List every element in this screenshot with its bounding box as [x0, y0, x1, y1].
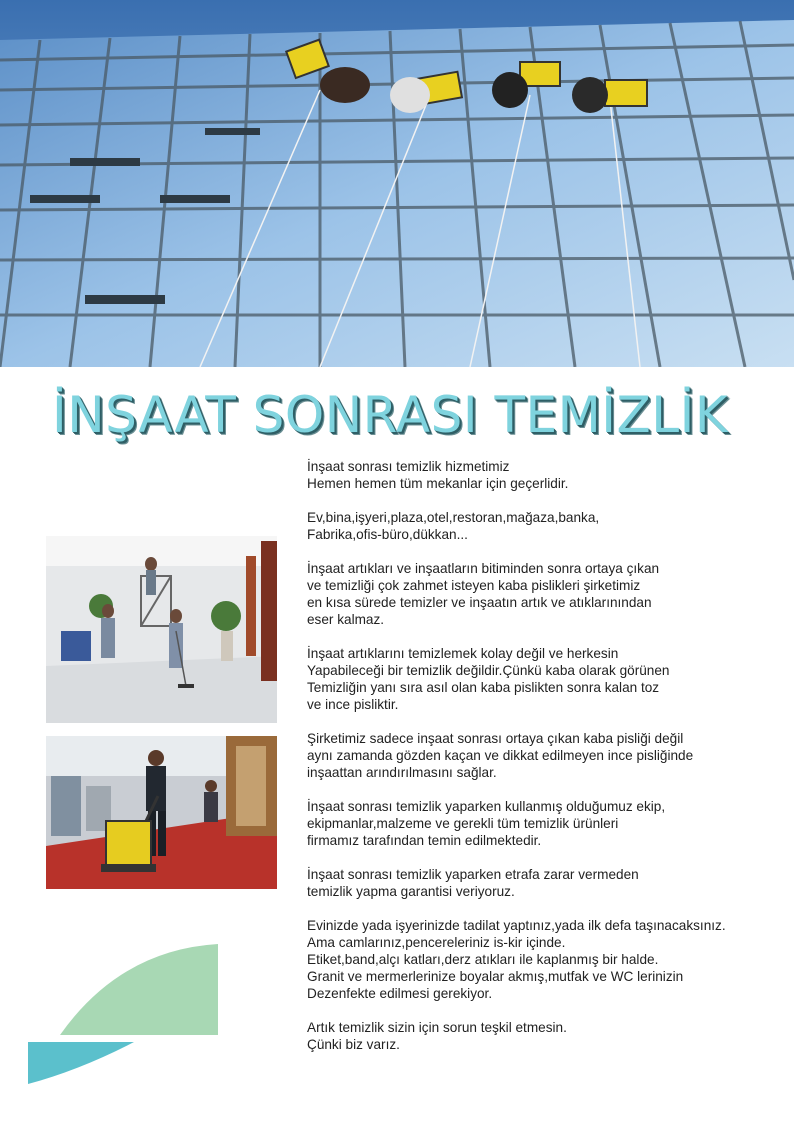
text-line: Ev,bina,işyeri,plaza,otel,restoran,mağaza,banka, [307, 510, 600, 525]
text-line: Şirketimiz sadece inşaat sonrası ortaya çıkan kaba pisliği değil [307, 731, 684, 746]
text-line: Artık temizlik sizin için sorun teşkil etmesin. [307, 1020, 567, 1035]
body-text [307, 458, 794, 1070]
text-line: ve ince pisliktir. [307, 697, 399, 712]
text-line: inşaattan arındırılmasını sağlar. [307, 765, 497, 780]
decorative-teal-curve [28, 1042, 134, 1084]
paragraph-intro [307, 458, 794, 492]
paragraph-closing [307, 1019, 794, 1053]
text-line: İnşaat artıkları ve inşaatların bitiminden sonra ortaya çıkan [307, 561, 660, 576]
text-line: Granit ve mermerlerinize boyalar akmış,mutfak ve WC lerinizin [307, 969, 684, 984]
text-line: İnşaat sonrası temizlik hizmetimiz [307, 459, 510, 474]
text-line: Etiket,band,alçı katları,derz atıkları ile kaplanmış bir halde. [307, 952, 659, 967]
text-line: en kısa sürede temizler ve inşaatın artık ve atıklarınından [307, 595, 652, 610]
paragraph-guarantee [307, 866, 794, 900]
photo-floor-scrubber [46, 736, 277, 889]
paragraph-company [307, 730, 794, 781]
paragraph-difficulty [307, 645, 794, 713]
photo-interior-cleaning [46, 536, 277, 723]
text-line: İnşaat sonrası temizlik yaparken etrafa zarar vermeden [307, 867, 639, 882]
text-line: ekipmanlar,malzeme ve gerekli tüm temizlik ürünleri [307, 816, 619, 831]
paragraph-debris [307, 560, 794, 628]
paragraph-renovation [307, 917, 794, 1002]
hero-photo-window-cleaners [0, 0, 794, 367]
text-line: eser kalmaz. [307, 612, 385, 627]
text-line: Çünki biz varız. [307, 1037, 400, 1052]
text-line: temizlik yapma garantisi veriyoruz. [307, 884, 515, 899]
text-line: Hemen hemen tüm mekanlar için geçerlidir. [307, 476, 569, 491]
text-line: Temizliğin yanı sıra asıl olan kaba pislikten sonra kalan toz [307, 680, 660, 695]
text-line: İnşaat sonrası temizlik yaparken kullanmış olduğumuz ekip, [307, 799, 666, 814]
text-line: ve temizliği çok zahmet isteyen kaba pislikleri şirketimiz [307, 578, 641, 593]
decorative-green-curve [60, 944, 218, 1035]
text-line: Evinizde yada işyerinizde tadilat yaptınız,yada ilk defa taşınacaksınız. [307, 918, 726, 933]
paragraph-equipment [307, 798, 794, 849]
page-title: İNŞAAT SONRASI TEMİZLİK [52, 386, 729, 444]
text-line: Dezenfekte edilmesi gerekiyor. [307, 986, 493, 1001]
text-line: Ama camlarınız,pencereleriniz is-kir içinde. [307, 935, 566, 950]
decorative-curves [0, 930, 230, 1094]
text-line: aynı zamanda gözden kaçan ve dikkat edilmeyen ince pisliğinde [307, 748, 694, 763]
paragraph-places [307, 509, 794, 543]
text-line: Yapabileceği bir temizlik değildir.Çünkü kaba olarak görünen [307, 663, 670, 678]
text-line: firmamız tarafından temin edilmektedir. [307, 833, 542, 848]
text-line: İnşaat artıklarını temizlemek kolay değil ve herkesin [307, 646, 619, 661]
text-line: Fabrika,ofis-büro,dükkan... [307, 527, 468, 542]
